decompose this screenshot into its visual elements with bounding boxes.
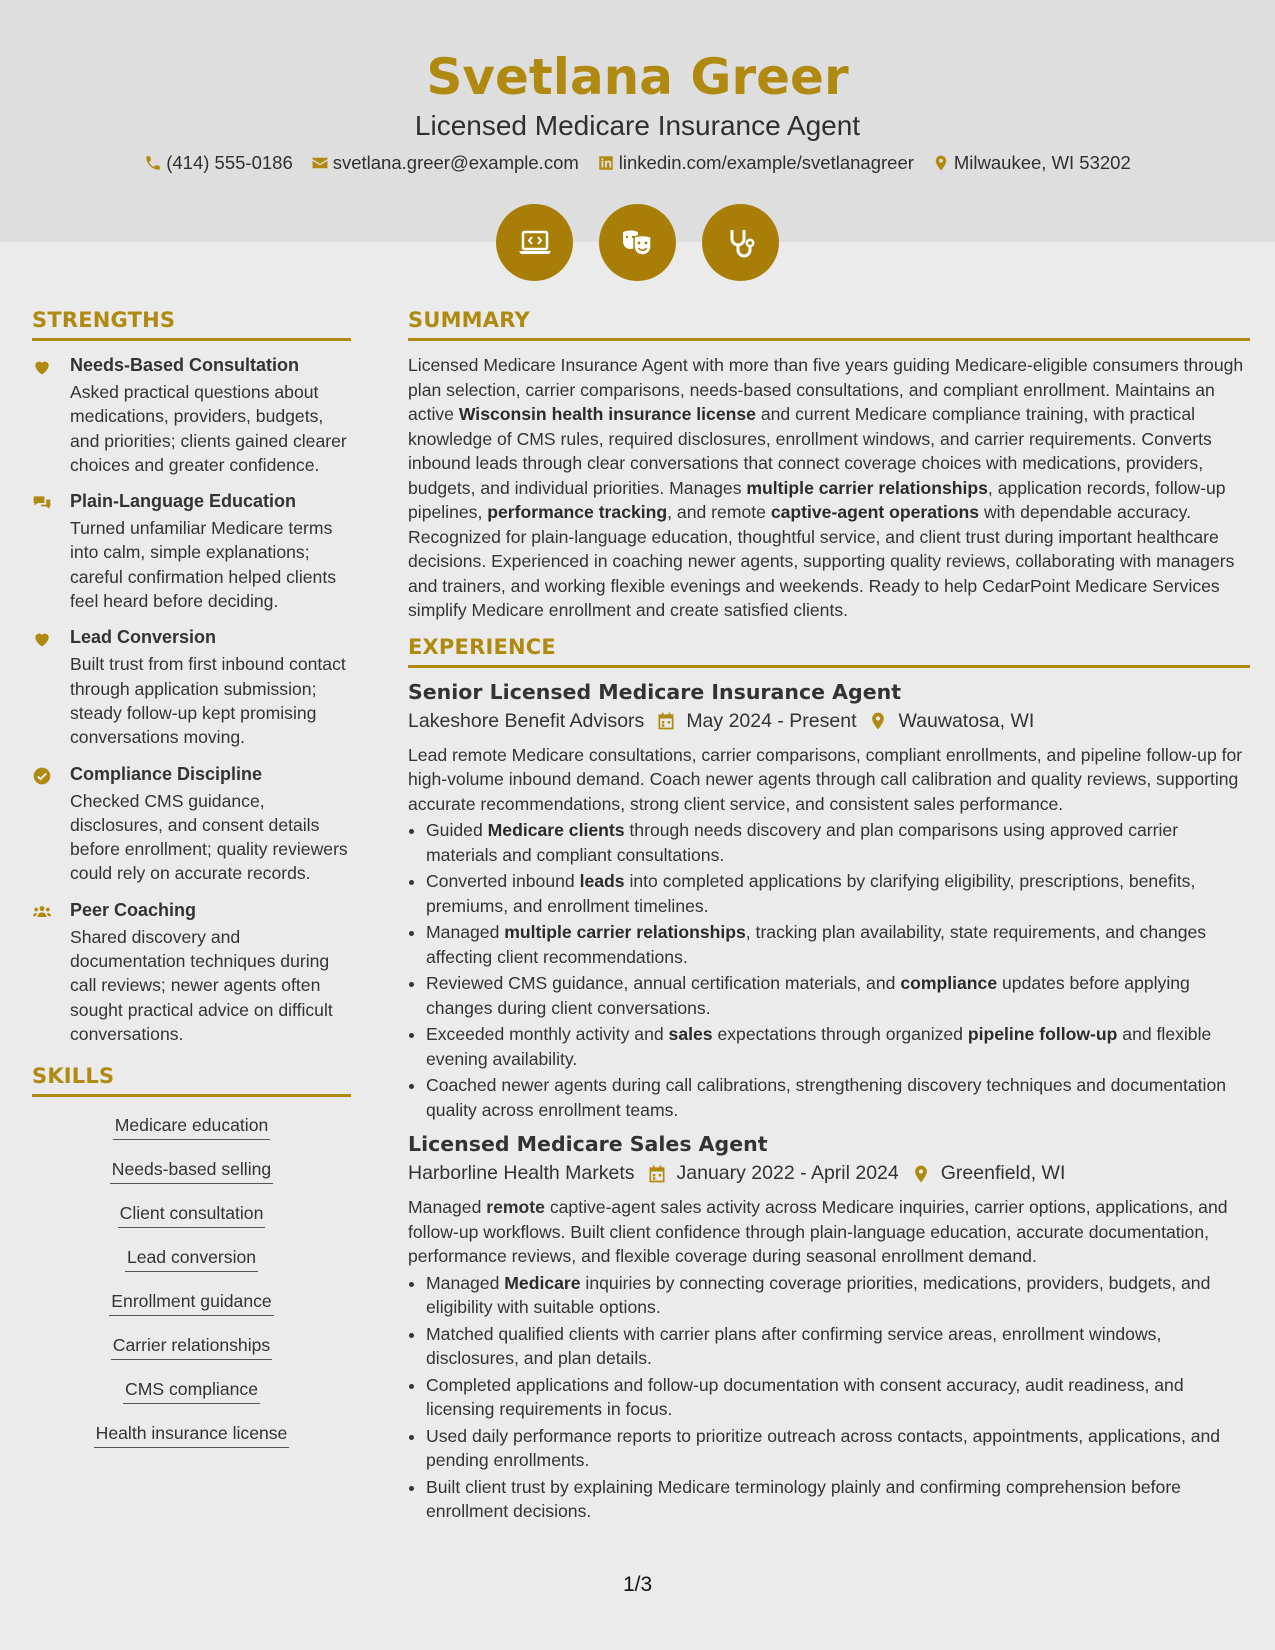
job-entry xyxy=(408,1132,1250,1524)
bold-text: remote xyxy=(486,1197,545,1217)
theater-masks-icon xyxy=(618,223,658,263)
bullet-item xyxy=(426,869,1250,918)
job-meta xyxy=(408,710,1250,733)
job-title: Senior Licensed Medicare Insurance Agent xyxy=(408,679,902,704)
job-description xyxy=(408,743,1250,817)
bold-text: Medicare xyxy=(504,1272,581,1293)
bullet-item xyxy=(426,971,1250,1020)
map-pin-icon xyxy=(911,1164,931,1184)
phone-icon xyxy=(144,154,162,172)
strength-desc: Asked practical questions about medications, providers, budgets, and priorities; clients gained clearer choices and greater confidence. xyxy=(70,382,347,475)
skill-tag: Health insurance license xyxy=(94,1417,290,1448)
job-company: Harborline Health Markets xyxy=(408,1162,635,1184)
bullet-item xyxy=(426,1271,1250,1320)
candidate-role: Licensed Medicare Insurance Agent xyxy=(414,110,861,141)
contact-email[interactable] xyxy=(311,152,579,174)
skill-tag: Lead conversion xyxy=(125,1241,258,1272)
map-pin-icon xyxy=(868,711,888,731)
text-run: and flexible evening availability. xyxy=(426,1024,1212,1069)
contact-linkedin-text: linkedin.com/example/svetlanagreer xyxy=(618,152,914,173)
bullet-item xyxy=(426,1073,1250,1122)
page-number: 1/3 xyxy=(623,1573,653,1596)
job-dates: January 2022 - April 2024 xyxy=(676,1162,899,1184)
text-run: Managed xyxy=(426,1272,505,1293)
text-run: Matched qualified clients with carrier plans after confirming service areas, enrollment windows, disclosures, and plan details. xyxy=(426,1323,1162,1368)
bold-text: compliance xyxy=(900,973,998,993)
text-run: Used daily performance reports to prioritize outreach across contacts, appointments, applications, and pending enrollments. xyxy=(426,1425,1221,1470)
text-run: Managed xyxy=(408,1197,487,1217)
bold-text: pipeline follow-up xyxy=(967,1024,1118,1044)
text-run: through needs discovery and plan comparisons using approved carrier materials and compliant consultations. xyxy=(426,820,1179,865)
bold-text: performance tracking xyxy=(487,502,668,522)
bold-text: sales xyxy=(668,1024,713,1044)
strength-item xyxy=(32,353,351,477)
strength-title: Plain-Language Education xyxy=(70,491,297,512)
skill-tag: Medicare education xyxy=(113,1109,271,1140)
bold-text: captive-agent operations xyxy=(770,502,980,522)
bullet-item xyxy=(426,1022,1250,1071)
text-run: captive-agent sales activity across Medicare inquiries, carrier options, applications, and follow-up workflows. Built client confidence through plain-language education, accurate documentation, performance reviews, and flexible coverage during seasonal enrollment demand. xyxy=(408,1197,1228,1266)
bullet-item xyxy=(426,1322,1250,1371)
badge-laptop xyxy=(496,204,573,281)
job-bullets xyxy=(408,818,1250,1122)
bold-text: Medicare clients xyxy=(487,820,625,840)
skill-tag: Carrier relationships xyxy=(111,1329,272,1360)
bullet-item xyxy=(426,1424,1250,1473)
skill-tag: Client consultation xyxy=(118,1197,266,1228)
text-run: , and remote xyxy=(667,502,771,522)
skills-heading: SKILLS xyxy=(32,1064,351,1097)
job-location: Greenfield, WI xyxy=(940,1162,1066,1184)
bullet-item xyxy=(426,818,1250,867)
text-run: Exceeded monthly activity and xyxy=(426,1024,669,1044)
bullet-item xyxy=(426,1475,1250,1524)
text-run: inquiries by connecting coverage priorities, medications, providers, budgets, and eligibility with suitable options. xyxy=(426,1272,1211,1317)
text-run: Coached newer agents during call calibrations, strengthening discovery techniques and documentation quality across enrollment teams. xyxy=(426,1075,1227,1120)
job-title: Licensed Medicare Sales Agent xyxy=(408,1132,768,1156)
check-circle-icon xyxy=(32,766,52,786)
badge-stethoscope xyxy=(702,204,779,281)
text-run: Licensed Medicare Insurance Agent with more than five years guiding Medicare-eligible consumers through plan selection, carrier comparisons, needs-based consultations, and compliant enrollment. Maintains an active xyxy=(408,355,1244,424)
strength-desc: Checked CMS guidance, disclosures, and consent details before enrollment; quality reviewers could rely on accurate records. xyxy=(70,790,348,884)
job-description xyxy=(408,1195,1250,1269)
strength-title: Needs-Based Consultation xyxy=(70,355,300,375)
strength-title: Compliance Discipline xyxy=(70,763,263,784)
laptop-code-icon xyxy=(515,223,555,263)
contact-linkedin[interactable] xyxy=(597,152,914,174)
job-location: Wauwatosa, WI xyxy=(898,709,1035,732)
job-dates: May 2024 - Present xyxy=(686,709,857,732)
bold-text: Wisconsin health insurance license xyxy=(458,404,756,424)
strength-item xyxy=(32,489,351,613)
bold-text: multiple carrier relationships xyxy=(746,477,988,498)
strength-desc: Turned unfamiliar Medicare terms into calm, simple explanations; careful confirmation helped clients feel heard before deciding. xyxy=(70,518,337,612)
calendar-icon xyxy=(656,711,676,731)
contact-email-text: svetlana.greer@example.com xyxy=(332,152,579,173)
skill-tag: Enrollment guidance xyxy=(109,1285,273,1316)
envelope-icon xyxy=(311,154,329,172)
bold-text: multiple carrier relationships xyxy=(504,922,746,942)
contact-phone[interactable] xyxy=(144,152,293,174)
strength-item xyxy=(32,762,351,886)
experience-heading: EXPERIENCE xyxy=(408,635,1250,668)
heart-icon xyxy=(32,629,52,649)
users-icon xyxy=(32,902,52,922)
strength-item xyxy=(32,898,351,1046)
text-run: , tracking plan availability, state requirements, and changes affecting client recommendations. xyxy=(426,922,1207,967)
skill-tag: CMS compliance xyxy=(123,1373,260,1404)
badge-masks xyxy=(599,204,676,281)
badge-row xyxy=(0,204,1275,281)
text-run: with dependable accuracy. Recognized for plain-language education, thoughtful service, and client trust during important healthcare decisions. Experienced in coaching newer agents, supporting quality reviews, collaborating with managers and trainers, and working flexible evenings and weekends. Ready to help CedarPoint Medicare Services simplify Medicare enrollment and create satisfied clients. xyxy=(408,502,1235,620)
summary-text xyxy=(408,353,1250,623)
map-pin-icon xyxy=(932,154,950,172)
strength-item xyxy=(32,625,351,749)
skills-section xyxy=(32,1064,351,1461)
text-run: Completed applications and follow-up documentation with consent accuracy, audit readiness, and licensing requirements in focus. xyxy=(426,1374,1184,1419)
job-meta xyxy=(408,1162,1250,1185)
skill-list xyxy=(32,1109,351,1461)
right-column xyxy=(408,308,1250,1534)
job-bullets xyxy=(408,1271,1250,1524)
contact-location-text: Milwaukee, WI 53202 xyxy=(953,152,1131,173)
text-run: Lead remote Medicare consultations, carrier comparisons, compliant enrollments, and pipeline follow-up for high-volume inbound demand. Coach newer agents through call calibration and quality reviews, supporting accurate recommendations, strong client service, and consistent sales performance. xyxy=(408,744,1243,814)
stethoscope-icon xyxy=(721,223,761,263)
linkedin-icon xyxy=(597,154,615,172)
strengths-heading: STRENGTHS xyxy=(32,308,351,341)
summary-heading: SUMMARY xyxy=(408,308,1250,341)
job-company: Lakeshore Benefit Advisors xyxy=(408,709,645,732)
bullet-item xyxy=(426,1373,1250,1422)
candidate-name: Svetlana Greer xyxy=(426,48,849,106)
skill-tag: Needs-based selling xyxy=(110,1153,273,1184)
bullet-item xyxy=(426,920,1250,969)
strength-desc: Built trust from first inbound contact through application submission; steady follow-up kept promising conversations moving. xyxy=(70,654,346,748)
text-run: and current Medicare compliance training, with practical knowledge of CMS rules, required disclosures, enrollment windows, and carrier requirements. Converts inbound leads through clear conversations that connect coverage choices with medications, providers, budgets, and individual priorities. Manages xyxy=(408,404,1212,498)
strength-title: Peer Coaching xyxy=(70,899,197,920)
text-run: Managed xyxy=(426,922,505,942)
text-run: Converted inbound xyxy=(426,871,580,891)
bold-text: leads xyxy=(579,871,625,891)
comments-icon xyxy=(32,493,52,513)
text-run: , application records, follow-up pipelines, xyxy=(408,477,1226,522)
text-run: into completed applications by clarifying eligibility, prescriptions, benefits, premiums, and enrollment timelines. xyxy=(426,871,1196,916)
strength-title: Lead Conversion xyxy=(70,627,217,648)
text-run: Reviewed CMS guidance, annual certification materials, and xyxy=(426,973,901,993)
job-entry xyxy=(408,680,1250,1123)
contact-location xyxy=(932,152,1131,174)
text-run: updates before applying changes during client conversations. xyxy=(426,973,1190,1018)
contact-bar xyxy=(0,152,1275,174)
text-run: Guided xyxy=(426,820,488,840)
left-column xyxy=(32,308,351,1461)
contact-phone-text: (414) 555-0186 xyxy=(166,152,293,173)
calendar-icon xyxy=(647,1164,667,1184)
heart-icon xyxy=(32,357,52,377)
text-run: Built client trust by explaining Medicare terminology plainly and confirming comprehension before enrollment decisions. xyxy=(426,1476,1181,1521)
strength-desc: Shared discovery and documentation techniques during call reviews; newer agents often sought practical advice on difficult conversations. xyxy=(70,926,333,1044)
text-run: expectations through organized xyxy=(712,1024,968,1044)
